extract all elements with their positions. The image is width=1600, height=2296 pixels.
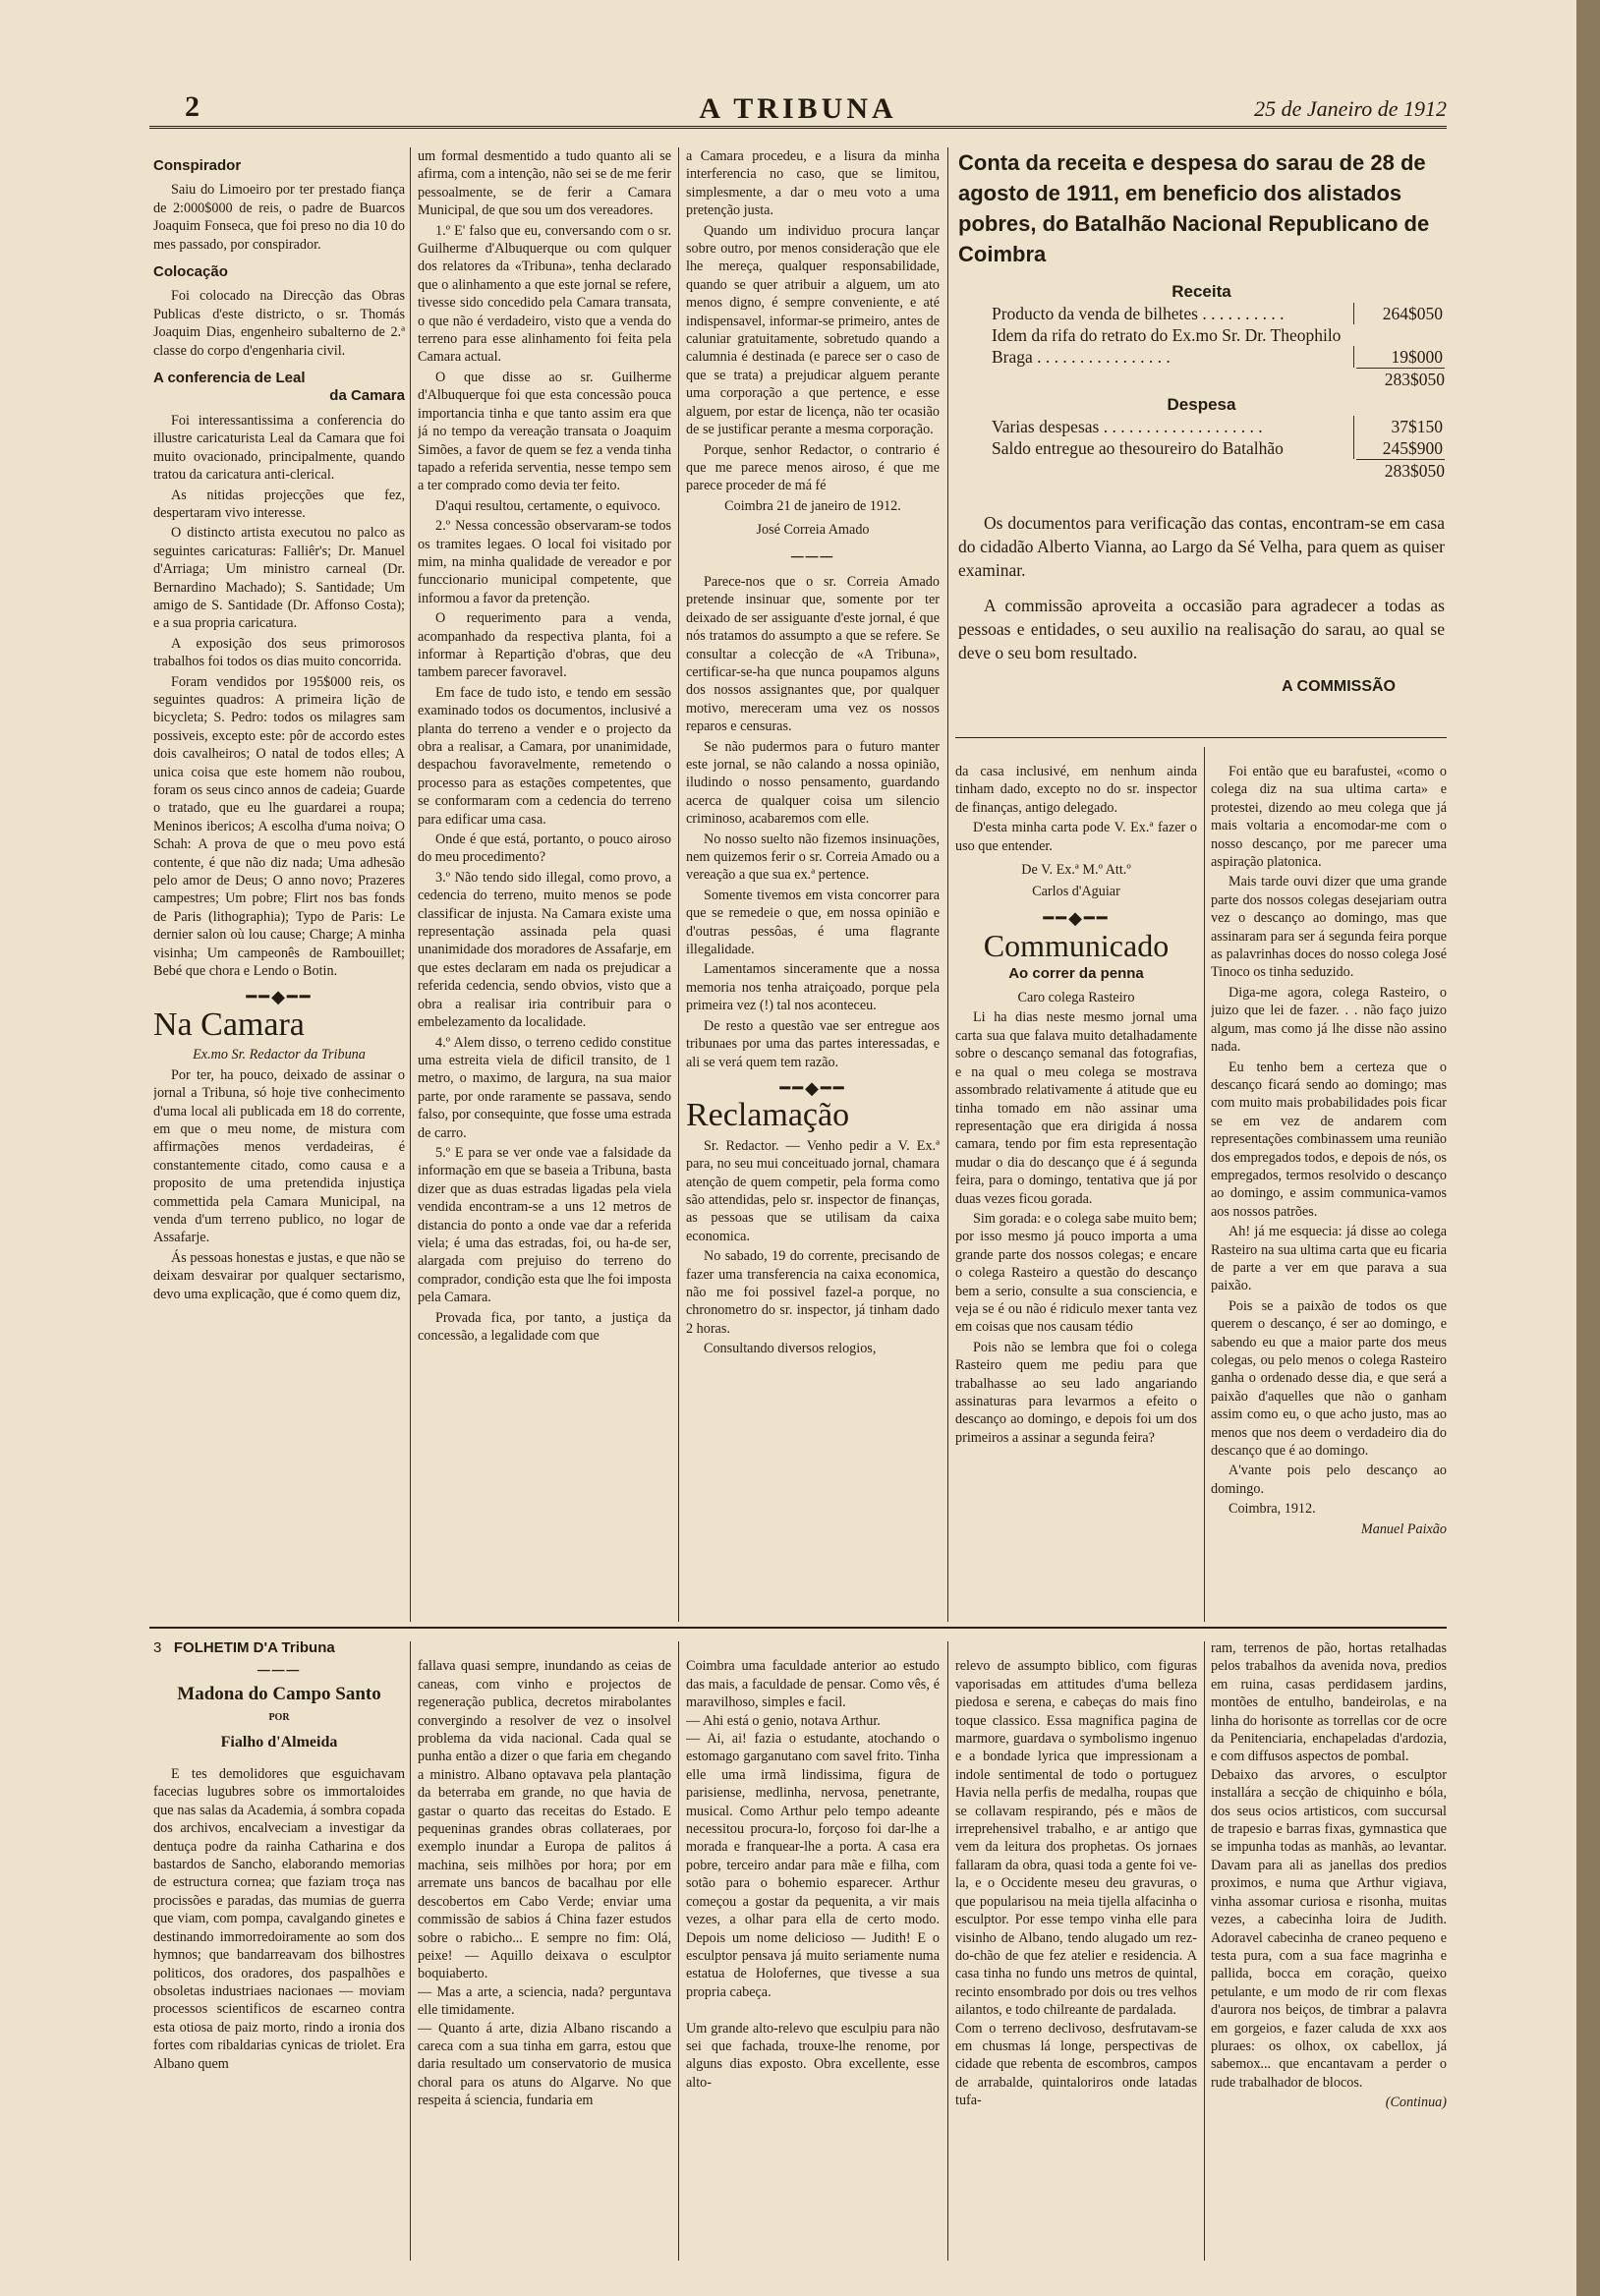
article-paragraph: Somente tivemos em vista concorrer para que se remedeie o que, em nossa opinião e d'outras pessôas, é uma flagrante illegalidade. (686, 887, 940, 958)
folhetim-title: Madona do Campo Santo (177, 1683, 381, 1704)
article-paragraph: a Camara procedeu, e a lisura da minha interferencia no caso, que se limitou, simplesmente, a dar o meu voto a uma pretenção justa. (686, 148, 940, 219)
article-paragraph: 5.º E para se ver onde vae a falsidade da informação em que se baseia a Tribuna, basta dizer que as duas estradas ligadas pela viela vendida encontram-se a uns 12 metros de distancia do ponto a onde vae dar a referida viela; é uma das estradas, foi, ou ha-de ser, alargada com prejuiso do terreno do comprador, condição esta que lhe foi imposta pela Camara. (418, 1144, 671, 1306)
ornament-divider: ━━◆━━ (1043, 907, 1110, 928)
column-1 (153, 147, 405, 1622)
signature: A COMMISSÃO (1282, 678, 1396, 695)
column-3 (686, 147, 940, 1622)
folhetim-label: FOLHETIM D'A Tribuna (173, 1639, 335, 1656)
column-rule (678, 147, 679, 1622)
column-rule (1204, 1641, 1205, 2261)
folhetim-text: relevo de assumpto biblico, com figuras vaporisadas em attitudes d'uma belleza piedosa e serena, e cabeças do mais fino toque classico. Essa magnifica pagina de marmore, guardava o symbolismo ingenuo e a bondade lyrica que impressionam a indole sentimental de todo o portuguez Havia nella perfis de medalha, roupas que se collavam respirando, pés e mãos de irreprehensivel trabalho, e ar antigo que vem da leitura dos prophetas. Os jornaes fallaram da obra, quasi toda a gente foi ve-la, e o Occidente meseu deu gravuras, o que popularisou na meia tijella alfacinha o esculptor. Por esse tempo vinha elle para visinho de Albano, tendo alugado um rez-do-chão de que fez atelier e residencia. A casa tinha no fundo uns metros de quintal, recinto ensombrado por dois ou tres velhos ailantos, e todo chilreante de pardalada. Com o terreno declivoso, desfrutavam-se em chusmas lá longe, perspectivas de cidade que rebenta de escombros, campos de arrabalde, quintaloriros onde latadas tufa- (955, 1658, 1197, 2109)
issue-date: 25 de Janeiro de 1912 (1254, 96, 1447, 121)
signature: José Correia Amado (756, 522, 870, 539)
section-title: A conferencia de Leal (153, 370, 306, 387)
column-rule (947, 147, 948, 1622)
article-paragraph: No nosso suelto não fizemos insinuações, nem quizemos ferir o sr. Correia Amado ou a vereação a que sua ex.ª pertence. (686, 831, 940, 884)
account-total (958, 459, 1445, 482)
article-paragraph: Sr. Redactor. — Venho pedir a V. Ex.ª para, no seu mui conceituado jornal, chamara atenção de quem competir, pela forma como são attendidas, pelo sr. inspector de finanças, as pessoas que se utilisam da caixa economica. (686, 1137, 940, 1244)
account-label: Varias despesas . . . . . . . . . . . . . . . . . . . (992, 417, 1263, 436)
receita-label: Receita (1171, 282, 1231, 301)
article-paragraph: As nitidas projecções que fez, despertaram vivo interesse. (153, 487, 405, 521)
article-paragraph: Sim gorada: e o colega sabe muito bem; por isso mesmo já pouco importa a uma grande parte dos nossos colegas; e encare o colega Rasteiro a questão do descanço bem a serio, consulte a sua consciencia, e veja se é ou não é ridiculo mexer tanta vez em coisas que nos causam tédio (955, 1210, 1197, 1336)
account-amount: 19$000 (1353, 346, 1445, 368)
page-header (149, 90, 1447, 129)
total-amount: 283$050 (1356, 459, 1445, 482)
folhetim-text: ram, terrenos de pão, hortas retalhadas pelos trabalhos da avenida nova, predios em ruina, casas perdidasem jardins, montões de entulho, bandeirolas, e na linha do horisonte as torrellas cor de ocre da Penitenciaria, enchapeladas d'ardozia, e com diffusos aspectos de pombal. Debaixo das arvores, o esculptor installára a secção de chiquinho e bóla, dos seus ocios artisticos, com succursal de trapesio e barras fixas, gymnastica que se impunha todas as manhãs, ao levantar. Davam para ali as janellas dos predios proximos, e numa que Arthur vigiava, vinha assomar curiosa e risonha, muitas vezes, a cabecinha loira de Judith. Adoravel cabecinha de craneo pequeno e testa pura, com a sua face magrinha e pallida, bocca em coração, queixo petulante, e um modo de rir com flexas d'aurora nos beiços, de timbrar a palavra em gorgeios, e fazer caluda de xxx aos pluraes: os olhox, ox cabellox, já sabemox... que encantavam a perder o rude trabalhador de blocos. (1211, 1640, 1447, 2091)
section-title: Conspirador (153, 157, 242, 174)
page-edge-shadow (1576, 0, 1600, 2296)
article-paragraph: D'aqui resultou, certamente, o equivoco. (435, 497, 661, 514)
article-paragraph: Foi colocado na Direcção das Obras Publicas d'este districto, o sr. Thomás Joaquim Dias, engenheiro subalterno de 2.ª classe do corpo d'engenharia civil. (153, 288, 405, 359)
folhetim-author: Fialho d'Almeida (220, 1733, 338, 1751)
ornament-divider: ─── (790, 545, 835, 566)
big-heading: Na Camara (153, 1005, 305, 1043)
account-amount: 245$900 (1353, 437, 1445, 459)
column-rule (947, 1641, 948, 2261)
article-paragraph: A commissão aproveita a occasião para agradecer a todas as pessoas e entidades, o seu auxilio na realisação do sarau, ao qual se deve o seu bom resultado. (958, 596, 1445, 662)
column-rule (410, 147, 411, 1622)
accounts-notes (958, 511, 1445, 664)
article-paragraph: Os documentos para verificação das contas, encontram-se em casa do cidadão Alberto Vianna, ao Largo da Sé Velha, para quem as quiser examinar. (958, 513, 1445, 580)
signature: Manuel Paixão (1360, 1521, 1447, 1537)
account-total (958, 368, 1445, 390)
section-divider (955, 737, 1447, 738)
folhetim-column-5 (1211, 1639, 1447, 2261)
big-heading: Reclamação (686, 1097, 850, 1134)
article-paragraph: um formal desmentido a tudo quanto ali se afirma, com a intenção, não sei se de me ferir pessoalmente, se de ferir a Camara Municipal, de que sou um dos vereadores. (418, 148, 671, 219)
article-paragraph: Ah! já me esquecia: já disse ao colega Rasteiro na sua ultima carta que eu ficaria de parte a ver em que parava a sua paixão. (1211, 1224, 1447, 1294)
article-paragraph: 2.º Nessa concessão observaram-se todos os tramites legaes. O local foi visitado por mim, na minha qualidade de vereador e por funccionario municipal competente, que informou a favor da pretenção. (418, 518, 671, 606)
closing: De V. Ex.ª M.º Att.º (1021, 862, 1131, 879)
account-label: Saldo entregue ao thesoureiro do Batalhão (992, 438, 1284, 458)
article-paragraph: Quando um individuo procura lançar sobre outro, por menos consideração que ele lhe mereça, qualquer responsabilidade, quando se quer atribuir a alguem, um ato menos digno, é sempre conveniente, e até indispensavel, informar-se primeiro, antes de caluniar gratuitamente, sobretudo quando a calumnia é destinada (e parece ser o caso de que se trata) a prejudicar alguem perante uma corporação a que pertence, e esse alguem, por estar de licença, não ter ocasião de se justificar perante a mesma corporação. (686, 222, 940, 438)
article-paragraph: 4.º Alem disso, o terreno cedido constitue uma estreita viela de dificil transito, de 1 metro, o maximo, de largura, na sua maior parte, por onde raramente se passava, sendo falso, por consequinte, que fosse uma estrada de carro. (418, 1034, 671, 1141)
article-paragraph: Onde é que está, portanto, o pouco airoso do meu procedimento? (418, 832, 671, 866)
article-paragraph: O que disse ao sr. Guilherme d'Albuquerque foi que esta concessão pouca importancia tinha e que tanto assim era que já no tempo da vereação transata o Joaquim Simões, a favor de quem se fez a venda tinha tapado a referida serventia, nesse tempo sem a ter comprado como devia ter feito. (418, 369, 671, 494)
column-rule (678, 1641, 679, 2261)
ornament-divider: ━━◆━━ (246, 987, 313, 1007)
folhetim-text: fallava quasi sempre, inundando as ceias de caneas, com vinho e projectos de regeneração publica, decretos mirabolantes convergindo a resolver de vez o insolvel problema da vida nacional. Cada qual se punha então a dizer o que faria em chegando a ministro. Albano optavava pela plantação da beterraba em grande, no que havia de gastar o quarto das receitas do Estado. E pequeninas grandes obras collateraes, por exemplo inundar a Europa de palitos á machina, seis milhões por hora; por em arremate uns bancos de bacalhau por elle descobertos em Cabo Verde; enviar uma commissão de sabios á China fazer estudos sobre o rabicho... E sempre no fim: Olá, peixe! — Aquillo deixava o esculptor boquiaberto. — Mas a arte, a sciencia, nada? perguntava elle timidamente. — Quanto á arte, dizia Albano riscando a careca com a sua tinha em garra, estou que daria resultado um conservatorio de musica choral para os atuns do Algarve. No que respeita á sciencia, fundaria em (418, 1658, 671, 2109)
folhetim-column-3 (686, 1639, 940, 2261)
accounts-statement (958, 147, 1445, 727)
big-heading: Communicado (983, 928, 1170, 964)
folhetim-number: 3 (153, 1639, 162, 1656)
folhetim-column-4 (955, 1639, 1197, 2261)
account-label: Producto da venda de bilhetes . . . . . . . . . . (992, 304, 1285, 323)
article-paragraph: Li ha dias neste mesmo jornal uma carta sua que falava muito detalhadamente sobre o descanço semanal das fotografias, e na qual o meu colega se mostrava assombrado relativamente á atitude que eu tinha tomado em não assinar uma representação que era dirigida á nossa camara, tendo por fim esta representação mudar o dia do descanço que é á segunda feira, para o domingo, tentativa que já por duas vezes ficou gorada. (955, 1009, 1197, 1207)
continua-note: (Continua) (1385, 2095, 1447, 2111)
account-row (958, 303, 1445, 324)
account-row (958, 437, 1445, 459)
article-paragraph: Se não pudermos para o futuro manter este jornal, se não calando a nossa opinião, iludindo o nosso pensamento, guardando acerca de qualquer coisa um silencio criminoso, acabaremos com elle. (686, 738, 940, 828)
article-paragraph: Saiu do Limoeiro por ter prestado fiança de 2:000$000 de reis, o padre de Buarcos Joaquim Fonseca, que foi preso no dia 10 do mes passado, por conspirador. (153, 182, 405, 253)
column-4 (955, 763, 1197, 1622)
article-paragraph: Consultando diversos relogios, (704, 1341, 877, 1357)
page-number: 2 (185, 90, 200, 123)
article-paragraph: De resto a questão vae ser entregue aos tribunaes por uma das partes interessadas, e ali se verá quem tem razão. (686, 1017, 940, 1070)
salutation: Ex.mo Sr. Redactor da Tribuna (193, 1047, 366, 1063)
ornament-divider: ─── (257, 1660, 302, 1681)
folhetim-column-1 (153, 1639, 405, 2261)
article-paragraph: Eu tenho bem a certeza que o descanço ficará sendo ao domingo; mas com muito mais probabilidades pois ficar se em vez de andarem com representações combinassem uma reunião dos empregados todos, e depois de nós, os empregados, termos resolvido o descanço ao domingo, e assim communica-vamos aos nossos patrões. (1211, 1059, 1447, 1220)
article-paragraph: Foram vendidos por 195$000 reis, os seguintes quadros: A primeira lição de bicycleta; S. Pedro: todos os milagres sam possiveis, excepto este: pôr de accordo estes dois cavalheiros; O natal de todos elles; A unica coisa que este homem não roubou, foram os seus cinco annos de cadeia; Guarde o tratado, que eu lhe guardarei a roupa; Meninos ibericos; A escolha d'uma noiva; O Schah: A prova de que o meu povo está contente, é que não diz nada; Uma adhesão pelo amor de Deus; O anno novo; Prazeres campestres; Um pobre; Flirt nos bas fonds de Paris (lithographia); Typo de Paris: Le dernier salon où lou cause; Charge; A minha visinha; Um campeonês de Rambouillet; Bebé que chora e Lendo o Botin. (153, 673, 405, 980)
folhetim-text: E tes demolidores que esguichavam facecias lugubres sobre os immortaloides que nas salas da Academia, á sombra copada dos archivos, encalveciam a investigar da dentuça podre da rainha Catharina e dos bastardos de Sancho, elaborando memorias de estructura cornea; que faziam troça nas procissões e paradas, das mumias de guerra que viam, com pompa, cavalgando ginetes e destinando immorredoiramente ao som dos hymnos; que bandarreavam dos bilhostres politicos, dos oradores, dos paspalhões e obsoletas industriaes nacionaes — moviam processos scientificos de escarneo contra esta otiosa de paiz morto, rindo a ironia dos fortes com ribaldarias cynicas de triolet. Era Albano quem (153, 1766, 405, 2072)
article-paragraph: Pois se a paixão de todos os que querem o descanço, é ser ao domingo, e sabendo eu que a maior parte dos meus colegas, ou pelo menos o colega Rasteiro ganha o ordenado desse dia, e que será a paixão d'aquelles que não o ganham assim como eu, o que acho justo, mas ao menos que nos deem o verdadeiro dia do descanço que é ao domingo. (1211, 1297, 1447, 1460)
article-paragraph: Em face de tudo isto, e tendo em sessão examinado todos os documentos, inclusivé a planta do terreno a vender e o projecto da obra a realisar, a Camara, por unanimidade, despachou favoravelmente, remetendo o processo para as estações competentes, que se conformaram com a cedencia do terreno para edificar uma casa. (418, 684, 671, 828)
signature: Carlos d'Aguiar (1032, 884, 1120, 900)
article-paragraph: Mais tarde ouvi dizer que uma grande parte dos nossos colegas desejariam outra vez o descanço ao domingo, mas que assinaram para ser á segunda feira porque as palavrinhas doces do nosso colega José Tinoco os tinha seduzido. (1211, 874, 1447, 981)
column-rule (410, 1641, 411, 2261)
folhetim-column-2 (418, 1639, 671, 2261)
article-paragraph: Diga-me agora, colega Rasteiro, o juizo que lei de fazer. . . não faço juizo algum, mas como já lhe disse não assino nada. (1211, 984, 1447, 1056)
folhetim-por: POR (268, 1712, 290, 1724)
masthead: A TRIBUNA (699, 92, 897, 125)
folhetim-text: Coimbra uma faculdade anterior ao estudo das mais, a faculdade de pensar. Como vês, é maravilhoso, simples e facil. — Ahi está o genio, notava Arthur. — Ai, ai! fazia o estudante, atochando o estomago garganutano com savel frito. Tinha elle uma irmã lindissima, figura de parisiense, medlinha, nervosa, penetrante, musical. Como Arthur pelo tempo adeante necessitou procura-lo, forçoso foi dar-lhe a morada e franquear-lhe a porta. A casa era pobre, terceiro andar para mãe e filha, com sotão para o bohemio esparecer. Arthur começou a gostar da pequenita, a vir mais vezes, a olhar para ella de certo modo. Depois um nome delicioso — Judith! E o esculptor pensava já muito seriamente numa estatua de Holofernes, que tivesse a sua propria cabeça. Um grande alto-relevo que esculpiu para não sei que fachada, trouxe-lhe renome, por alguns dias exposto. Obra excellente, esse alto- (686, 1658, 940, 2091)
article-paragraph: da casa inclusivé, em nenhum ainda tinham dado, excepto no do sr. inspector de finanças, antigo delegado. (955, 764, 1197, 816)
article-paragraph: Foi então que eu barafustei, «como o colega diz na sua ultima carta» e protestei, dizendo ao meu colega que já mais voltaria a encomodar-me com o nosso descanço, por me parecer uma aspiração platonica. (1211, 764, 1447, 871)
article-paragraph: Provada fica, por tanto, a justiça da concessão, a legalidade com que (418, 1309, 671, 1344)
article-paragraph: Pois não se lembra que foi o colega Rasteiro quem me pediu para que trabalhasse ao seu lado angariando assinaturas para levarmos a efeito o descanço ao domingo, e depois foi um dos primeiros a assinar a segunda feira? (955, 1339, 1197, 1446)
article-paragraph: No sabado, 19 do corrente, precisando de fazer uma transferencia na caixa economica, não me foi possivel fazel-a porque, no chronometro do sr. inspector, já tinham dado 2 horas. (686, 1248, 940, 1337)
account-row (958, 416, 1445, 437)
column-5 (1211, 763, 1447, 1622)
article-paragraph: Por ter, ha pouco, deixado de assinar o jornal a Tribuna, só hoje tive conhecimento d'uma local ali publicada em 18 do corrente, em que o meu nome, de mistura com affirmações menos verdadeiras, é constantemente citado, como causa e a proposito de uma pretendida injustiça commettida pela Camara Municipal, na venda d'um terreno publico, no logar de Assafarje. (153, 1066, 405, 1246)
article-paragraph: O requerimento para a venda, acompanhado da respectiva planta, foi a informar à Repartição d'obras, que deu tambem parecer favoravel. (418, 610, 671, 681)
dateline: Coimbra 21 de janeiro de 1912. (724, 497, 901, 514)
total-amount: 283$050 (1356, 368, 1445, 390)
article-paragraph: A exposição dos seus primorosos trabalhos foi todos os dias muito concorrida. (153, 635, 405, 670)
article-paragraph: Ás pessoas honestas e justas, e que não se deixam desvairar por qualquer sectarismo, devo uma explicação, que é como quem diz, (153, 1249, 405, 1302)
account-amount: 37$150 (1353, 416, 1445, 437)
account-amount: 264$050 (1353, 303, 1445, 324)
article-paragraph: Foi interessantissima a conferencia do illustre caricaturista Leal da Camara que foi muito ovacionado, principalmente, quando tratou da caricatura anti-clerical. (153, 412, 405, 484)
ornament-divider: ━━◆━━ (779, 1077, 846, 1098)
folhetim-header (153, 1639, 405, 1657)
column-2 (418, 147, 671, 1622)
dateline: Coimbra, 1912. (1229, 1501, 1316, 1518)
article-paragraph: A'vante pois pelo descanço ao domingo. (1211, 1463, 1447, 1497)
article-paragraph: 3.º Não tendo sido illegal, como provo, a cedencia do terreno, muito menos se pode classificar de injusta. Na Camara existe uma representação assinada pela quasi unanimidade dos moradores de Assafarje, em que estes declaram em nada os prejudicar a referida cedencia, sendo obvios, visto que a obra a realisar iria contribuir para o embelezamento da localidade. (418, 869, 671, 1031)
article-paragraph: O distincto artista executou no palco as seguintes caricaturas: Falliêr's; Dr. Manuel d'Arriaga; Um ministro carneal (Dr. Bernardino Machado); S. Santidade; Um amigo de S. Santidade (Dr. Affonso Costa); e a sua propria caricatura. (153, 525, 405, 632)
article-paragraph: D'esta minha carta pode V. Ex.ª fazer o uso que entender. (955, 820, 1197, 854)
article-paragraph: Lamentamos sinceramente que a nossa memoria nos tenha atraiçoado, porque pela primeira vez (!) tal nos aconteceu. (686, 961, 940, 1014)
despesa-label: Despesa (1167, 395, 1236, 414)
accounts-title: Conta da receita e despesa do sarau de 28 de agosto de 1911, em beneficio dos alistados pobres, do Batalhão Nacional Republicano de Coimbra (958, 150, 1430, 266)
section-subtitle: Ao correr da penna (1008, 964, 1144, 982)
account-label: Idem da rifa do retrato do Ex.mo Sr. Dr. Theophilo Braga . . . . . . . . . . . . . . . . (992, 325, 1342, 367)
article-paragraph: Porque, senhor Redactor, o contrario é que me parece menos airoso, é que me parece proceder de má fé (686, 441, 940, 494)
salutation: Caro colega Rasteiro (1017, 990, 1135, 1006)
article-paragraph: Parece-nos que o sr. Correia Amado pretende insinuar que, somente por ter deixado de ser assiguante d'este jornal, é que nós tratamos do assumpto a que se refere. Se consultar a colecção de «A Tribuna», certificar-se-ha que nunca poupamos alguns dos nossos assignantes que, por qualquer motivo, mereceram uma vez os nossos reparos e censuras. (686, 573, 940, 735)
article-paragraph: 1.º E' falso que eu, conversando com o sr. Guilherme d'Albuquerque ou com qulquer dos relatores da «Tribuna», tenha declarado que o alinhamento a que este jornal se refere, tivesse sido concedido pela Camara transata, o que não é verdadeiro, visto que a venda do terreno para esse alinhamento foi feita pela Camara actual. (418, 222, 671, 366)
section-title: Colocação (153, 263, 228, 281)
account-row (958, 324, 1445, 368)
folhetim-divider (149, 1627, 1447, 1629)
column-rule (1204, 747, 1205, 1622)
section-title: da Camara (329, 387, 405, 405)
